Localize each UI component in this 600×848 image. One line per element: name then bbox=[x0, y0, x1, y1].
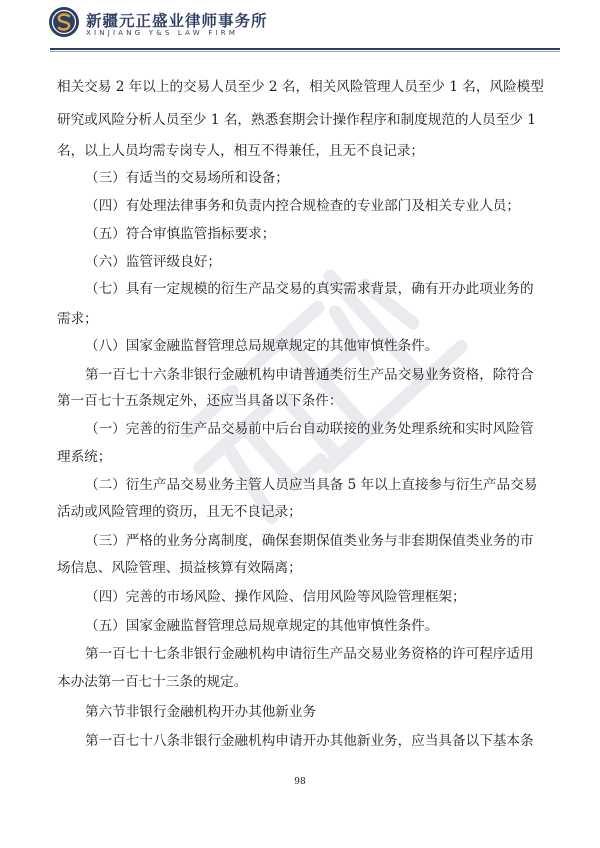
text-line: 相关交易 2 年以上的交易人员至少 2 名，相关风险管理人员至少 1 名，风险模型 bbox=[57, 79, 544, 95]
text-line: 场信息、风险管理、损益核算有效隔离； bbox=[57, 560, 302, 576]
header-rule-thin bbox=[50, 51, 560, 52]
text-line: （一）完善的衍生产品交易前中后台自动联接的业务处理系统和实时风险管 bbox=[85, 421, 534, 437]
firm-name-cn: 新疆元正盛业律师事务所 bbox=[86, 12, 268, 30]
text-line: （二）衍生产品交易业务主管人员应当具备 5 年以上直接参与衍生产品交易 bbox=[85, 477, 538, 493]
text-line: （三）严格的业务分离制度，确保套期保值类业务与非套期保值类业务的市 bbox=[85, 533, 534, 549]
firm-logo-icon bbox=[48, 6, 80, 38]
text-line: 第一百七十五条规定外，还应当具备以下条件： bbox=[57, 393, 343, 409]
text-line: （五）符合审慎监管指标要求； bbox=[85, 226, 276, 242]
text-line: 需求； bbox=[57, 311, 98, 327]
text-line: 第六节非银行金融机构开办其他新业务 bbox=[85, 704, 317, 720]
text-line: （五）国家金融监督管理总局规章规定的其他审慎性条件。 bbox=[85, 618, 439, 634]
page-header bbox=[48, 4, 568, 44]
text-line: 理系统； bbox=[57, 449, 112, 465]
text-line: （三）有适当的交易场所和设备； bbox=[85, 170, 289, 186]
text-line: （七）具有一定规模的衍生产品交易的真实需求背景，确有开办此项业务的 bbox=[85, 281, 534, 297]
text-line: （四）完善的市场风险、操作风险、信用风险等风险管理框架； bbox=[85, 589, 466, 605]
text-line: 第一百七十八条非银行金融机构申请开办其他新业务，应当具备以下基本条 bbox=[85, 733, 534, 749]
firm-name-en: XINJIANG Y&S LAW FIRM bbox=[86, 29, 239, 37]
text-line: 活动或风险管理的资历，且无不良记录； bbox=[57, 504, 302, 520]
page-number: 98 bbox=[294, 777, 306, 787]
text-line: （六）监管评级良好； bbox=[85, 254, 221, 270]
text-line: 研究或风险分析人员至少 1 名，熟悉套期会计操作程序和制度规范的人员至少 1 bbox=[57, 112, 536, 128]
text-line: 本办法第一百七十三条的规定。 bbox=[57, 674, 248, 690]
text-line: 名，以上人员均需专岗专人，相互不得兼任，且无不良记录； bbox=[57, 143, 425, 159]
text-line: 第一百七十七条非银行金融机构申请衍生产品交易业务资格的许可程序适用 bbox=[85, 646, 534, 662]
header-rule bbox=[50, 48, 560, 50]
text-line: （八）国家金融监督管理总局规章规定的其他审慎性条件。 bbox=[85, 338, 439, 354]
text-line: 第一百七十六条非银行金融机构申请普通类衍生产品交易业务资格，除符合 bbox=[85, 367, 534, 383]
text-line: （四）有处理法律事务和负责内控合规检查的专业部门及相关专业人员； bbox=[85, 198, 520, 214]
